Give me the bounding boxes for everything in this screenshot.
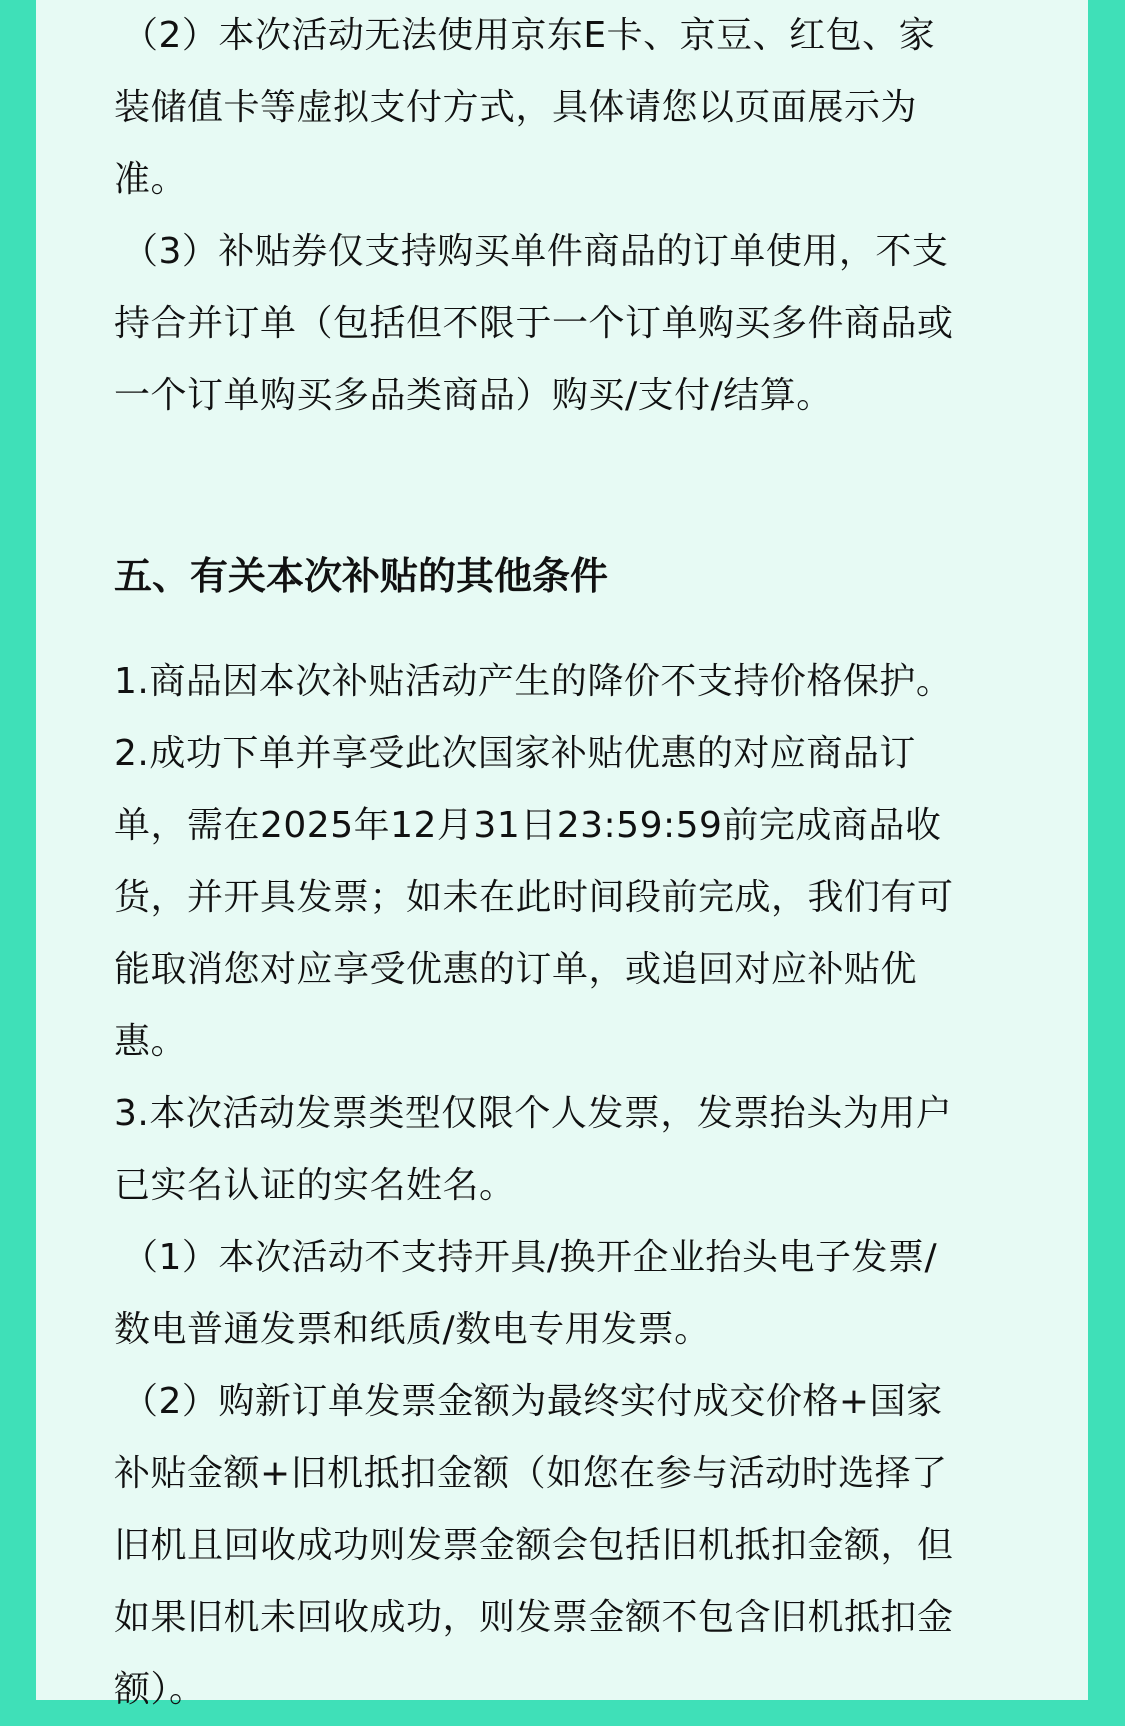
section5-item-3	[114, 1078, 952, 1222]
section4-paragraph-3	[114, 216, 954, 432]
text-line: 单，需在2025年12月31日23:59:59前完成商品收	[114, 805, 942, 846]
text-line: 已实名认证的实名姓名。	[114, 1165, 516, 1206]
section5-item-3-sub-2	[114, 1366, 954, 1726]
text-line: 额）。	[114, 1669, 206, 1710]
section5-heading: 五、有关本次补贴的其他条件	[114, 554, 609, 598]
text-line: 装储值卡等虚拟支付方式，具体请您以页面展示为	[114, 87, 918, 128]
text-line: （1）本次活动不支持开具/换开企业抬头电子发票/	[122, 1237, 938, 1278]
text-line: 货，并开具发票；如未在此时间段前完成，我们有可	[114, 877, 954, 918]
text-line: 准。	[114, 159, 188, 200]
text-line: 补贴金额+旧机抵扣金额（如您在参与活动时选择了	[114, 1453, 948, 1494]
text-line: 持合并订单（包括但不限于一个订单购买多件商品或	[114, 303, 954, 344]
text-line: 如果旧机未回收成功，则发票金额不包含旧机抵扣金	[114, 1597, 954, 1638]
section5-item-3-sub-1	[114, 1222, 937, 1366]
text-line: 惠。	[114, 1021, 188, 1062]
section5-item-2	[114, 718, 954, 1078]
text-line: 能取消您对应享受优惠的订单，或追回对应补贴优	[114, 949, 918, 990]
section4-paragraph-2	[114, 0, 935, 216]
text-line: 1.商品因本次补贴活动产生的降价不支持价格保护。	[114, 661, 953, 702]
text-line: （2）购新订单发票金额为最终实付成交价格+国家	[122, 1381, 943, 1422]
text-line: 一个订单购买多品类商品）购买/支付/结算。	[114, 375, 833, 416]
text-line: （2）本次活动无法使用京东E卡、京豆、红包、家	[122, 15, 936, 56]
section5-item-1	[114, 646, 952, 718]
text-line: （3）补贴券仅支持购买单件商品的订单使用，不支	[122, 231, 949, 272]
text-line: 2.成功下单并享受此次国家补贴优惠的对应商品订	[114, 733, 916, 774]
text-line: 旧机且回收成功则发票金额会包括旧机抵扣金额，但	[114, 1525, 954, 1566]
text-line: 数电普通发票和纸质/数电专用发票。	[114, 1309, 711, 1350]
text-line: 3.本次活动发票类型仅限个人发票，发票抬头为用户	[114, 1093, 953, 1134]
